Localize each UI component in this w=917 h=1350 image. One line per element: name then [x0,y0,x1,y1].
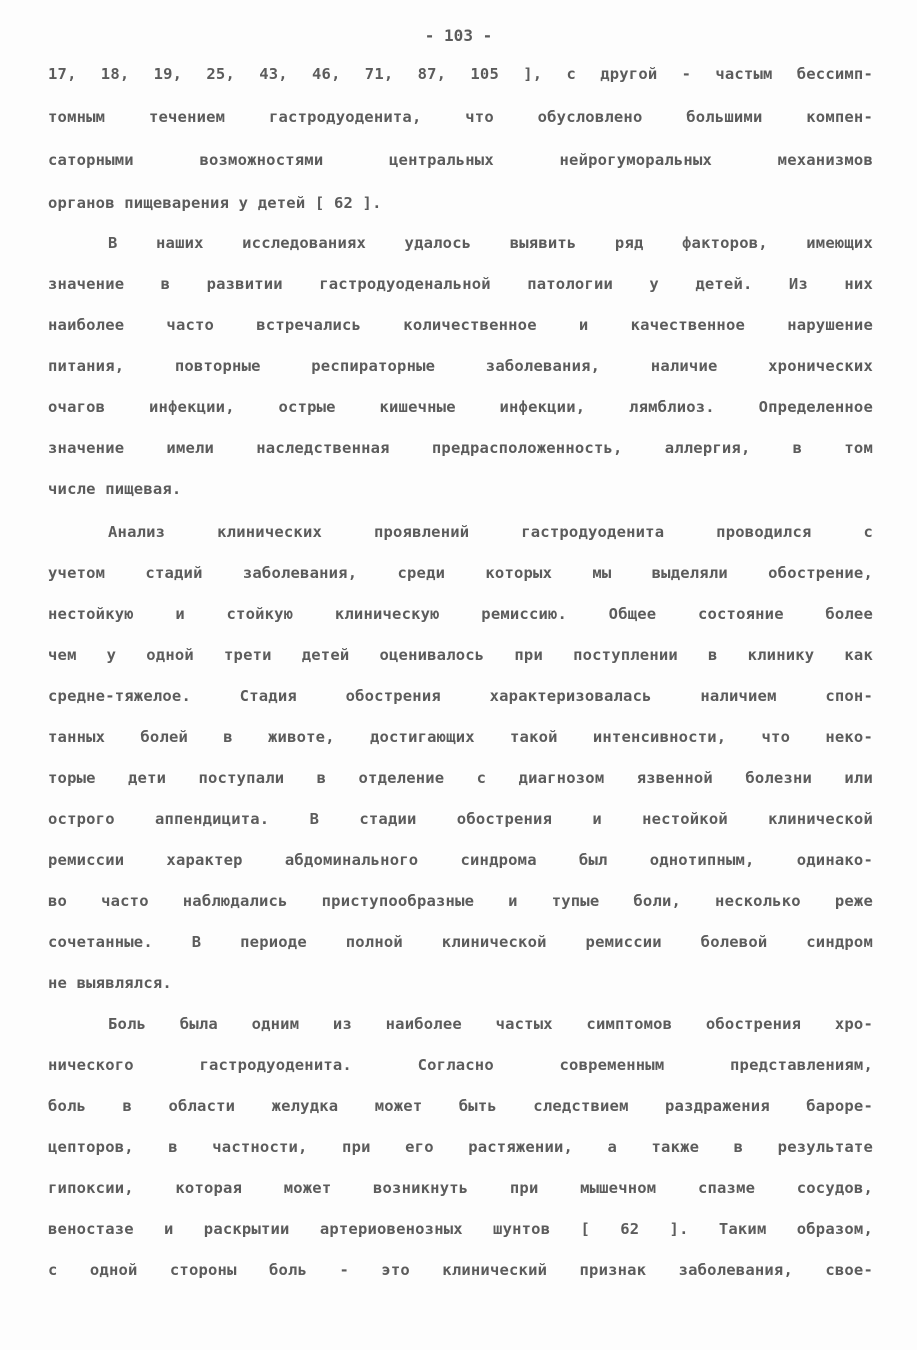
text-line: не выявлялся. [48,974,172,992]
text-line: гипоксии, которая может возникнуть при мышечном спазме сосудов, [48,1179,873,1197]
text-line: значение имели наследственная предрасположенность, аллергия, в том [48,439,873,457]
text-line: 17, 18, 19, 25, 43, 46, 71, 87, 105 ], с другой - частым бессимп- [48,65,873,83]
text-line: наиболее часто встречались количественное и качественное нарушение [48,316,873,334]
page-number: - 103 - [424,26,493,45]
text-line: томным течением гастродуоденита, что обусловлено большими компен- [48,108,873,126]
text-line: сочетанные. В периоде полной клинической ремиссии болевой синдром [48,933,873,951]
text-line: цепторов, в частности, при его растяжении, а также в результате [48,1138,873,1156]
text-line: чем у одной трети детей оценивалось при поступлении в клинику как [48,646,873,664]
text-line: веностазе и раскрытии артериовенозных шунтов [ 62 ]. Таким образом, [48,1220,873,1238]
text-line: нического гастродуоденита. Согласно современным представлениям, [48,1056,873,1074]
text-line: танных болей в животе, достигающих такой интенсивности, что неко- [48,728,873,746]
text-line: Анализ клинических проявлений гастродуоденита проводился с [108,523,873,541]
text-line: острого аппендицита. В стадии обострения и нестойкой клинической [48,810,873,828]
text-line: торые дети поступали в отделение с диагнозом язвенной болезни или [48,769,873,787]
text-line: нестойкую и стойкую клиническую ремиссию. Общее состояние более [48,605,873,623]
text-line: боль в области желудка может быть следствием раздражения бароре- [48,1097,873,1115]
text-line: очагов инфекции, острые кишечные инфекции, лямблиоз. Определенное [48,398,873,416]
text-line: В наших исследованиях удалось выявить ряд факторов, имеющих [108,234,873,252]
text-line: саторными возможностями центральных нейрогуморальных механизмов [48,151,873,169]
text-line: ремиссии характер абдоминального синдрома был однотипным, одинако- [48,851,873,869]
text-line: значение в развитии гастродуоденальной патологии у детей. Из них [48,275,873,293]
text-line: средне-тяжелое. Стадия обострения характеризовалась наличием спон- [48,687,873,705]
text-line: учетом стадий заболевания, среди которых мы выделяли обострение, [48,564,873,582]
text-line: числе пищевая. [48,480,182,498]
text-line: во часто наблюдались приступообразные и тупые боли, несколько реже [48,892,873,910]
text-line: питания, повторные респираторные заболевания, наличие хронических [48,357,873,375]
text-line: органов пищеварения у детей [ 62 ]. [48,194,382,212]
text-line: Боль была одним из наиболее частых симптомов обострения хро- [108,1015,873,1033]
text-line: с одной стороны боль - это клинический признак заболевания, свое- [48,1261,873,1279]
